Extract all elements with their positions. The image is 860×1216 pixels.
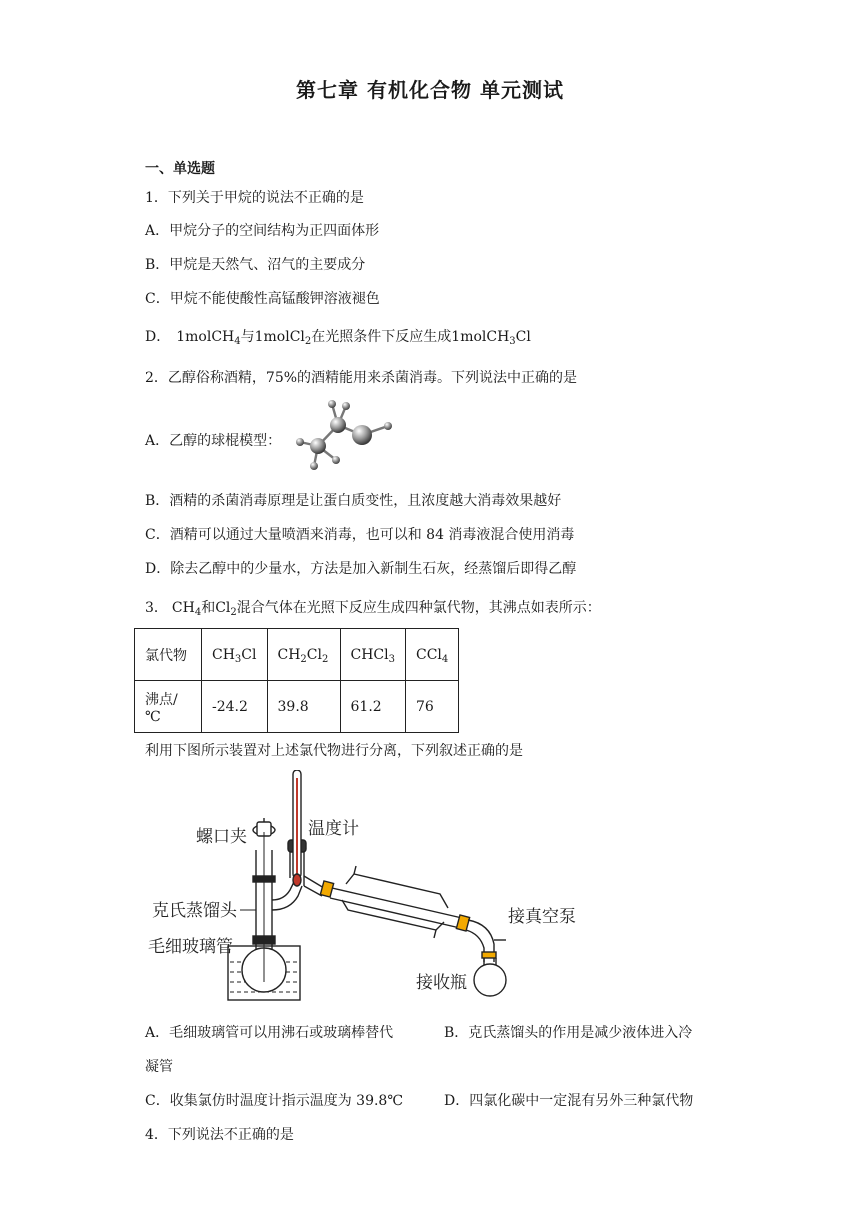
- label-receiver: 接收瓶: [416, 973, 467, 993]
- table-cell: 39.8: [267, 681, 340, 733]
- q3-option-c: C．收集氯仿时温度计指示温度为 39.8℃: [145, 1093, 403, 1109]
- formula: 1molCH$_4$: [176, 329, 241, 347]
- text: 与: [240, 329, 255, 345]
- formula: 1molCH$_3$Cl: [451, 329, 531, 347]
- hydrogen-atom: [310, 462, 318, 470]
- q1-option-d: [145, 326, 531, 346]
- table-cell: $CH_2Cl_2$: [267, 629, 340, 681]
- label-vacuum-pump: 接真空泵: [508, 907, 576, 927]
- option-letter: D．: [145, 329, 171, 345]
- vacuum-distillation-apparatus: [140, 770, 720, 1010]
- table-cell: 沸点/℃: [135, 681, 202, 733]
- text: 和: [201, 600, 216, 616]
- hydrogen-atom: [332, 456, 340, 464]
- table-cell: 76: [406, 681, 459, 733]
- q1-option-c: C．甲烷不能使酸性高锰酸钾溶液褪色: [145, 291, 380, 307]
- q3-option-a: A．毛细玻璃管可以用沸石或玻璃棒替代: [145, 1025, 394, 1041]
- hydrogen-atom: [342, 402, 350, 410]
- table-cell: 61.2: [340, 681, 406, 733]
- q3-followup: 利用下图所示装置对上述氯代物进行分离，下列叙述正确的是: [145, 743, 523, 759]
- table-row: [135, 629, 459, 681]
- page-title: 第七章 有机化合物 单元测试: [296, 78, 564, 102]
- table-cell: CCl$_4$: [406, 629, 459, 681]
- q2-option-b: B．酒精的杀菌消毒原理是让蛋白质变性，且浓度越大消毒效果越好: [145, 493, 562, 509]
- table-cell: 氯代物: [135, 629, 202, 681]
- formula: $Cl_2$: [215, 600, 237, 618]
- q1-stem: 1．下列关于甲烷的说法不正确的是: [145, 190, 364, 206]
- boiling-point-table: [134, 628, 459, 733]
- q1-option-b: B．甲烷是天然气、沼气的主要成分: [145, 257, 366, 273]
- carbon-atom: [310, 438, 326, 454]
- text: 混合气体在光照下反应生成四种氯代物，其沸点如表所示：: [236, 600, 601, 616]
- q3-option-b: B．克氏蒸馏头的作用是减少液体进入冷: [444, 1025, 693, 1041]
- hydrogen-atom: [296, 438, 304, 446]
- q3-stem: [145, 597, 601, 617]
- receiver-flask: [474, 964, 506, 996]
- q3-option-d: D．四氯化碳中一定混有另外三种氯代物: [444, 1093, 694, 1109]
- table-cell: CHCl$_3$: [340, 629, 406, 681]
- question-number: 3．: [145, 600, 168, 616]
- oxygen-atom: [352, 425, 372, 445]
- q2-option-d: D．除去乙醇中的少量水，方法是加入新制生石灰，经蒸馏后即得乙醇: [145, 561, 577, 577]
- formula: $CH_4$: [171, 600, 202, 618]
- label-capillary-tube: 毛细玻璃管: [148, 937, 233, 957]
- q1-option-a: A．甲烷分子的空间结构为正四面体形: [145, 223, 380, 239]
- table-cell: $CH_3Cl$: [202, 629, 268, 681]
- q3-option-b-cont: 凝管: [145, 1059, 173, 1075]
- label-thermometer: 温度计: [308, 819, 359, 839]
- label-clamp: 螺口夹: [196, 827, 247, 847]
- label-claisen-head: 克氏蒸馏头: [152, 901, 237, 921]
- q2-stem: 2．乙醇俗称酒精，75%的酒精能用来杀菌消毒。下列说法中正确的是: [145, 370, 578, 386]
- formula: 1molCl$_2$: [254, 329, 312, 347]
- hydrogen-atom: [328, 400, 336, 408]
- q2-option-c: C．酒精可以通过大量喷酒来消毒，也可以和 84 消毒液混合使用消毒: [145, 527, 575, 543]
- section-heading: 一、单选题: [145, 161, 215, 177]
- table-row: [135, 681, 459, 733]
- q4-stem: 4．下列说法不正确的是: [145, 1127, 294, 1143]
- ethanol-ball-stick-model: [288, 392, 400, 476]
- hydrogen-atom: [384, 422, 392, 430]
- table-cell: -24.2: [202, 681, 268, 733]
- text: 在光照条件下反应生成: [311, 329, 452, 345]
- carbon-atom: [330, 417, 346, 433]
- q2-option-a: A．乙醇的球棍模型：: [145, 433, 282, 449]
